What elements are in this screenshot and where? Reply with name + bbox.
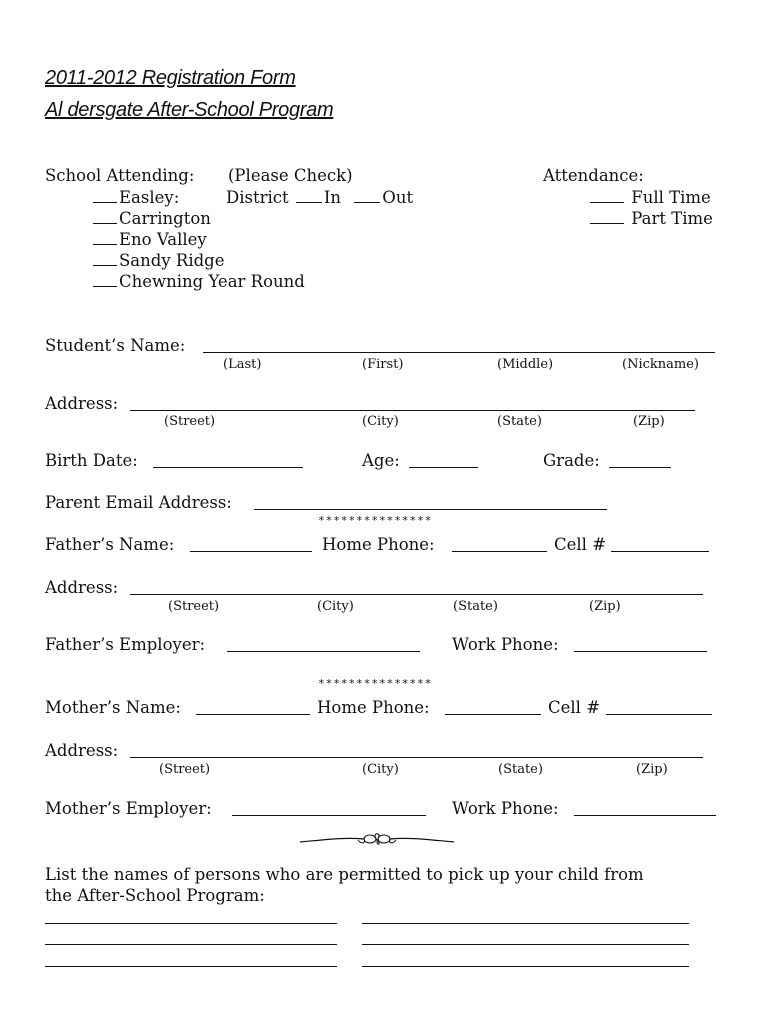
father-zip-caption: (Zip) bbox=[589, 599, 621, 614]
pickup-name-field-4[interactable] bbox=[362, 944, 689, 945]
pickup-name-field-5[interactable] bbox=[45, 966, 337, 967]
student-street-caption: (Street) bbox=[164, 414, 216, 429]
father-address-field[interactable] bbox=[130, 594, 703, 595]
pickup-name-field-3[interactable] bbox=[45, 944, 337, 945]
student-state-caption: (State) bbox=[497, 414, 542, 429]
checkbox-blank[interactable] bbox=[93, 252, 117, 266]
school-option-sandy-ridge[interactable] bbox=[91, 252, 225, 270]
mother-zip-caption: (Zip) bbox=[636, 762, 668, 777]
school-attending-label: School Attending: bbox=[45, 166, 195, 185]
student-address-label: Address: bbox=[45, 394, 119, 413]
mother-city-caption: (City) bbox=[362, 762, 399, 777]
father-work-phone-field[interactable] bbox=[574, 651, 707, 652]
school-option-easley[interactable] bbox=[91, 189, 179, 207]
mother-name-field[interactable] bbox=[196, 714, 310, 715]
attendance-full-time[interactable] bbox=[588, 189, 711, 207]
mother-home-phone-field[interactable] bbox=[445, 714, 541, 715]
checkbox-blank[interactable] bbox=[93, 231, 117, 245]
student-zip-caption: (Zip) bbox=[633, 414, 665, 429]
form-title-line-1: 2011-2012 Registration Form bbox=[45, 67, 296, 89]
student-address-field[interactable] bbox=[130, 410, 695, 411]
grade-field[interactable] bbox=[609, 467, 671, 468]
father-employer-field[interactable] bbox=[227, 651, 420, 652]
school-option-chewning[interactable] bbox=[91, 273, 305, 291]
pickup-name-field-2[interactable] bbox=[362, 923, 689, 924]
full-time-label: Full Time bbox=[631, 188, 711, 207]
student-first-caption: (First) bbox=[362, 357, 404, 372]
mother-employer-field[interactable] bbox=[232, 815, 426, 816]
mother-state-caption: (State) bbox=[498, 762, 543, 777]
father-address-label: Address: bbox=[45, 578, 119, 597]
mother-work-phone-field[interactable] bbox=[574, 815, 716, 816]
checkbox-blank[interactable] bbox=[93, 210, 117, 224]
student-last-caption: (Last) bbox=[223, 357, 262, 372]
district-label: District bbox=[226, 188, 289, 207]
flourish-divider-icon bbox=[298, 830, 456, 850]
student-name-field[interactable] bbox=[203, 352, 715, 353]
district-group bbox=[226, 189, 413, 207]
father-city-caption: (City) bbox=[317, 599, 354, 614]
school-option-label: Sandy Ridge bbox=[119, 251, 225, 270]
district-out-label: Out bbox=[382, 188, 414, 207]
mother-name-label: Mother’s Name: bbox=[45, 698, 181, 717]
father-home-phone-label: Home Phone: bbox=[322, 535, 435, 554]
father-name-field[interactable] bbox=[190, 551, 312, 552]
grade-label: Grade: bbox=[543, 451, 600, 470]
father-home-phone-field[interactable] bbox=[452, 551, 547, 552]
school-option-carrington[interactable] bbox=[91, 210, 211, 228]
separator-stars: *************** bbox=[318, 514, 433, 527]
mother-cell-label: Cell # bbox=[548, 698, 601, 717]
birth-date-field[interactable] bbox=[153, 467, 303, 468]
father-street-caption: (Street) bbox=[168, 599, 220, 614]
district-in-label: In bbox=[323, 188, 342, 207]
checkbox-blank[interactable] bbox=[93, 189, 117, 203]
father-work-phone-label: Work Phone: bbox=[452, 635, 559, 654]
student-city-caption: (City) bbox=[362, 414, 399, 429]
checkbox-blank[interactable] bbox=[590, 189, 624, 203]
pickup-name-field-6[interactable] bbox=[362, 966, 689, 967]
mother-street-caption: (Street) bbox=[159, 762, 211, 777]
attendance-label: Attendance: bbox=[543, 166, 644, 185]
birth-date-label: Birth Date: bbox=[45, 451, 138, 470]
mother-employer-label: Mother’s Employer: bbox=[45, 799, 212, 818]
father-name-label: Father’s Name: bbox=[45, 535, 175, 554]
checkbox-blank[interactable] bbox=[590, 210, 624, 224]
father-cell-field[interactable] bbox=[611, 551, 709, 552]
mother-cell-field[interactable] bbox=[606, 714, 712, 715]
please-check-note: (Please Check) bbox=[228, 166, 353, 185]
attendance-part-time[interactable] bbox=[588, 210, 713, 228]
mother-home-phone-label: Home Phone: bbox=[317, 698, 430, 717]
age-label: Age: bbox=[362, 451, 400, 470]
mother-address-label: Address: bbox=[45, 741, 119, 760]
father-state-caption: (State) bbox=[453, 599, 498, 614]
student-name-label: Student’s Name: bbox=[45, 336, 186, 355]
father-employer-label: Father’s Employer: bbox=[45, 635, 206, 654]
district-in-checkbox[interactable] bbox=[296, 189, 322, 203]
parent-email-label: Parent Email Address: bbox=[45, 493, 232, 512]
form-title-line-2: Al dersgate After-School Program bbox=[45, 99, 334, 121]
separator-stars: *************** bbox=[318, 677, 433, 690]
pickup-instructions-line-1: List the names of persons who are permitted to pick up your child from bbox=[45, 865, 644, 884]
district-out-checkbox[interactable] bbox=[354, 189, 380, 203]
parent-email-field[interactable] bbox=[254, 509, 607, 510]
father-cell-label: Cell # bbox=[554, 535, 607, 554]
checkbox-blank[interactable] bbox=[93, 273, 117, 287]
student-middle-caption: (Middle) bbox=[497, 357, 554, 372]
age-field[interactable] bbox=[409, 467, 478, 468]
school-option-label: Carrington bbox=[119, 209, 211, 228]
school-option-label: Eno Valley bbox=[119, 230, 207, 249]
school-option-eno-valley[interactable] bbox=[91, 231, 207, 249]
mother-address-field[interactable] bbox=[130, 757, 703, 758]
pickup-name-field-1[interactable] bbox=[45, 923, 337, 924]
part-time-label: Part Time bbox=[631, 209, 713, 228]
school-option-label: Chewning Year Round bbox=[119, 272, 305, 291]
school-option-label: Easley: bbox=[119, 188, 180, 207]
student-nickname-caption: (Nickname) bbox=[622, 357, 699, 372]
mother-work-phone-label: Work Phone: bbox=[452, 799, 559, 818]
pickup-instructions-line-2: the After-School Program: bbox=[45, 886, 265, 905]
